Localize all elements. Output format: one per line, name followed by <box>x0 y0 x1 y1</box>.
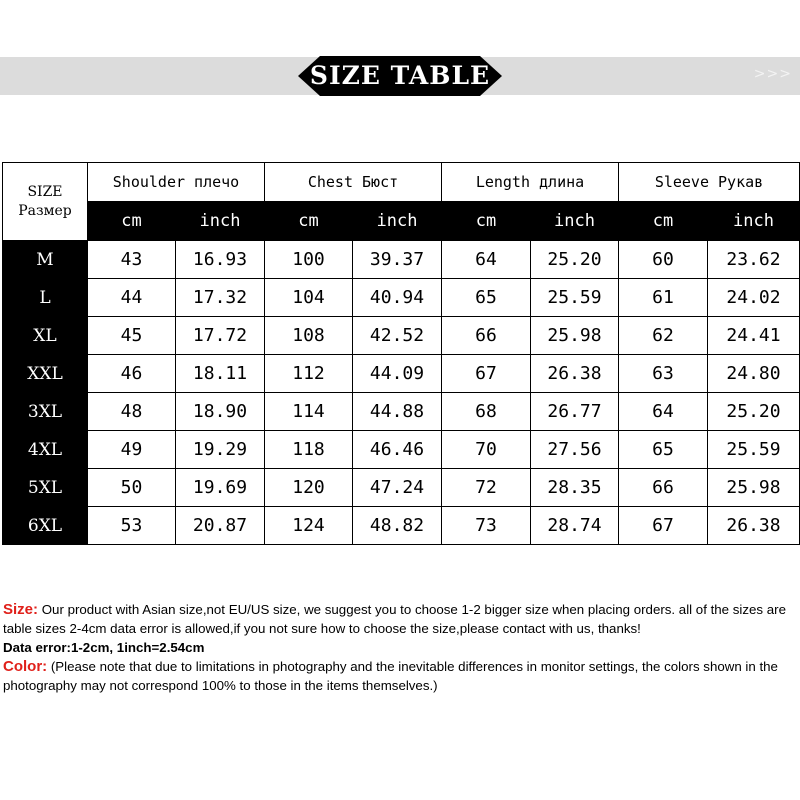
measurement-cell: 24.41 <box>708 317 800 355</box>
measurement-cell: 24.02 <box>708 279 800 317</box>
measurement-cell: 114 <box>265 393 353 431</box>
unit-header-cm: cm <box>88 202 176 241</box>
measurement-cell: 73 <box>442 507 531 545</box>
table-row <box>3 431 800 469</box>
measurement-cell: 66 <box>442 317 531 355</box>
measurement-cell: 24.80 <box>708 355 800 393</box>
measurement-cell: 46 <box>88 355 176 393</box>
size-notes <box>3 600 799 695</box>
table-row <box>3 279 800 317</box>
measurement-cell: 26.38 <box>531 355 619 393</box>
measurement-cell: 42.52 <box>353 317 442 355</box>
table-row <box>3 355 800 393</box>
measurement-cell: 72 <box>442 469 531 507</box>
measurement-cell: 17.32 <box>176 279 265 317</box>
size-header-en: SIZE <box>27 183 63 200</box>
color-note-label: Color: <box>3 658 48 675</box>
size-note <box>3 600 799 638</box>
size-label-cell: 3XL <box>3 393 88 431</box>
measurement-cell: 26.77 <box>531 393 619 431</box>
measurement-cell: 63 <box>619 355 708 393</box>
measurement-cell: 67 <box>442 355 531 393</box>
table-row <box>3 317 800 355</box>
unit-header-inch: inch <box>531 202 619 241</box>
measurement-cell: 28.74 <box>531 507 619 545</box>
size-header-ru: Размер <box>18 202 72 219</box>
measurement-cell: 39.37 <box>353 241 442 279</box>
measurement-cell: 19.29 <box>176 431 265 469</box>
size-note-text: Our product with Asian size,not EU/US size, we suggest you to choose 1-2 bigger size when placing orders. all of the sizes are table sizes 2-4cm data error is allowed,if you not sure how to choose the size,please contact with us, thanks! <box>3 602 786 636</box>
unit-header-cm: cm <box>619 202 708 241</box>
page-title: SIZE TABLE <box>309 61 491 90</box>
measurement-cell: 28.35 <box>531 469 619 507</box>
color-note-text: (Please note that due to limitations in photography and the inevitable differences in monitor settings, the colors shown in the photography may not correspond 100% to those in the items themselves.) <box>3 659 778 693</box>
size-header <box>3 163 88 241</box>
measurement-cell: 104 <box>265 279 353 317</box>
measurement-cell: 25.20 <box>708 393 800 431</box>
measurement-cell: 100 <box>265 241 353 279</box>
measurement-cell: 53 <box>88 507 176 545</box>
measurement-cell: 25.59 <box>708 431 800 469</box>
sleeve-header: Sleeve Рукав <box>619 163 800 202</box>
measurement-cell: 19.69 <box>176 469 265 507</box>
measurement-cell: 44.09 <box>353 355 442 393</box>
measurement-cell: 124 <box>265 507 353 545</box>
measurement-cell: 45 <box>88 317 176 355</box>
unit-header-inch: inch <box>353 202 442 241</box>
size-label-cell: L <box>3 279 88 317</box>
measurement-cell: 68 <box>442 393 531 431</box>
measurement-cell: 48 <box>88 393 176 431</box>
measurement-cell: 17.72 <box>176 317 265 355</box>
table-row <box>3 241 800 279</box>
size-table <box>2 162 800 545</box>
color-note <box>3 657 799 695</box>
measurement-cell: 65 <box>619 431 708 469</box>
size-label-cell: XXL <box>3 355 88 393</box>
measurement-cell: 26.38 <box>708 507 800 545</box>
measurement-cell: 18.90 <box>176 393 265 431</box>
size-note-label: Size: <box>3 601 39 618</box>
unit-header-inch: inch <box>176 202 265 241</box>
measurement-cell: 47.24 <box>353 469 442 507</box>
measurement-cell: 66 <box>619 469 708 507</box>
measurement-cell: 25.98 <box>708 469 800 507</box>
chest-header: Chest Бюст <box>265 163 442 202</box>
measurement-cell: 23.62 <box>708 241 800 279</box>
measurement-cell: 62 <box>619 317 708 355</box>
unit-header-cm: cm <box>442 202 531 241</box>
table-row <box>3 507 800 545</box>
measurement-cell: 50 <box>88 469 176 507</box>
measurement-cell: 44.88 <box>353 393 442 431</box>
measurement-cell: 16.93 <box>176 241 265 279</box>
measurement-cell: 20.87 <box>176 507 265 545</box>
measurement-cell: 27.56 <box>531 431 619 469</box>
measurement-cell: 112 <box>265 355 353 393</box>
measurement-cell: 64 <box>442 241 531 279</box>
data-error-note: Data error:1-2cm, 1inch=2.54cm <box>3 640 205 655</box>
measurement-cell: 25.20 <box>531 241 619 279</box>
measurement-cell: 40.94 <box>353 279 442 317</box>
table-row <box>3 393 800 431</box>
measurement-cell: 60 <box>619 241 708 279</box>
shoulder-header: Shoulder плечо <box>88 163 265 202</box>
measurement-cell: 67 <box>619 507 708 545</box>
measurement-cell: 61 <box>619 279 708 317</box>
length-header: Length длина <box>442 163 619 202</box>
measurement-cell: 25.98 <box>531 317 619 355</box>
size-label-cell: XL <box>3 317 88 355</box>
measurement-cell: 46.46 <box>353 431 442 469</box>
unit-header-inch: inch <box>708 202 800 241</box>
measurement-cell: 120 <box>265 469 353 507</box>
measurement-cell: 49 <box>88 431 176 469</box>
size-label-cell: M <box>3 241 88 279</box>
size-label-cell: 4XL <box>3 431 88 469</box>
measurement-cell: 25.59 <box>531 279 619 317</box>
measurement-cell: 118 <box>265 431 353 469</box>
measurement-cell: 64 <box>619 393 708 431</box>
chevrons-icon: >>> <box>753 66 792 82</box>
unit-header-cm: cm <box>265 202 353 241</box>
table-row <box>3 469 800 507</box>
measurement-cell: 48.82 <box>353 507 442 545</box>
size-label-cell: 6XL <box>3 507 88 545</box>
size-label-cell: 5XL <box>3 469 88 507</box>
measurement-cell: 18.11 <box>176 355 265 393</box>
measurement-cell: 65 <box>442 279 531 317</box>
measurement-cell: 44 <box>88 279 176 317</box>
measurement-cell: 108 <box>265 317 353 355</box>
measurement-cell: 43 <box>88 241 176 279</box>
measurement-cell: 70 <box>442 431 531 469</box>
